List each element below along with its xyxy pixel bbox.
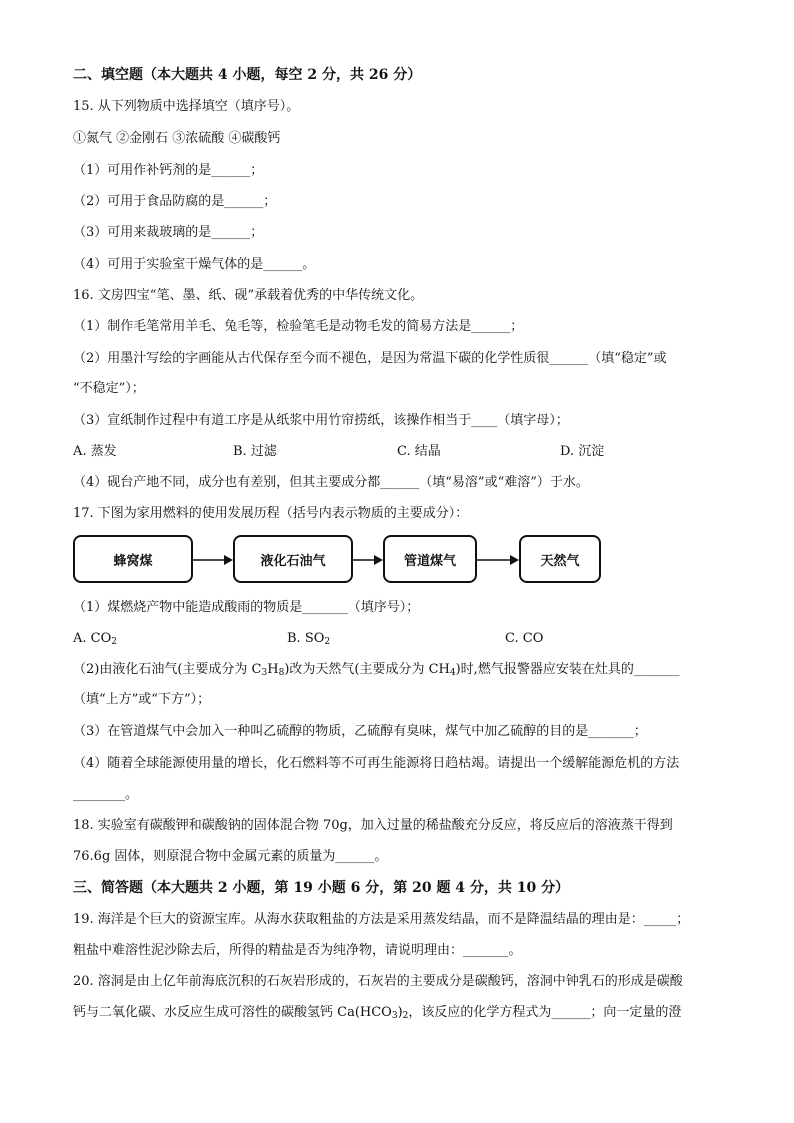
q16-part-3: （3）宣纸制作过程中有道工序是从纸浆中用竹帘捞纸，该操作相当于____（填字母）； <box>73 413 569 428</box>
q16-part-4: （4）砚台产地不同，成分也有差别，但其主要成分都______（填“易溶”或“难溶”）于水。 <box>73 475 589 490</box>
q16-stem: 16. 文房四宝“笔、墨、纸、砚”承载着优秀的中华传统文化。 <box>73 288 424 303</box>
flow-box-pipeline-gas <box>383 535 477 583</box>
q18-line-2: 76.6g 固体，则原混合物中金属元素的质量为______。 <box>73 849 388 864</box>
q16-choice-d: D. 沉淀 <box>560 444 605 459</box>
flow-box-natural-gas <box>519 535 601 583</box>
q15-part-3: （3）可用来裁玻璃的是______； <box>73 225 264 240</box>
q18-line-1: 18. 实验室有碳酸钾和碳酸钠的固体混合物 70g，加入过量的稀盐酸充分反应，将反应后的溶液蒸干得到 <box>73 818 673 833</box>
q15-part-1: （1）可用作补钙剂的是______； <box>73 163 264 178</box>
flow-box-lpg <box>233 535 353 583</box>
q17-choice-c: C. CO <box>505 631 544 646</box>
q16-choice-b: B. 过滤 <box>233 444 277 459</box>
q17-part-3: （3）在管道煤气中会加入一种叫乙硫醇的物质，乙硫醇有臭味，煤气中加乙硫醇的目的是_______； <box>73 724 647 739</box>
q17-part-4-line-2: ________。 <box>73 787 139 802</box>
q16-part-2-line-2: “不稳定”）； <box>73 381 145 396</box>
flow-label: 蜂窝煤 <box>113 553 153 569</box>
q16-part-1: （1）制作毛笔常用羊毛、兔毛等，检验笔毛是动物毛发的简易方法是______； <box>73 319 524 334</box>
flow-box-honeycomb-coal <box>73 535 193 583</box>
q20-line-1: 20. 溶洞是由上亿年前海底沉积的石灰岩形成的，石灰岩的主要成分是碳酸钙，溶洞中钟乳石的形成是碳酸 <box>73 974 683 989</box>
flow-label: 液化石油气 <box>260 553 326 569</box>
flow-label: 管道煤气 <box>403 553 456 569</box>
q17-choice-b: B. $SO_2$ <box>287 631 331 647</box>
flow-arrow-icon <box>193 540 233 580</box>
q16-part-2-line-1: （2）用墨汁写绘的字画能从古代保存至今而不褪色，是因为常温下碳的化学性质很______（填“稳定”或 <box>73 351 667 366</box>
q17-part-4-line-1: （4）随着全球能源使用量的增长，化石燃料等不可再生能源将日趋枯竭。请提出一个缓解能源危机的方法 <box>73 756 680 771</box>
flow-arrow-icon <box>477 540 519 580</box>
q15-options: ①氮气 ②金刚石 ③浓硫酸 ④碳酸钙 <box>73 131 281 146</box>
q16-choice-c: C. 结晶 <box>397 444 441 459</box>
q17-part-2-line-2: （填“上方”或“下方”）； <box>73 692 211 707</box>
q16-choice-a: A. 蒸发 <box>73 444 117 459</box>
flow-arrow-icon <box>353 540 383 580</box>
section-3-heading: 三、简答题（本大题共 2 小题，第 19 小题 6 分，第 20 题 4 分，共 10 分） <box>73 880 570 896</box>
q20-line-2: 钙与二氧化碳、水反应生成可溶性的碳酸氢钙 $Ca(HCO_3)_2$，该反应的化学方程式为______；向一定量的澄 <box>73 1005 682 1021</box>
q19-line-1: 19. 海洋是个巨大的资源宝库。从海水获取粗盐的方法是采用蒸发结晶，而不是降温结晶的理由是：_____； <box>73 912 690 927</box>
q17-part-1: （1）煤燃烧产物中能造成酸雨的物质是_______（填序号）； <box>73 600 420 615</box>
q15-part-4: （4）可用于实验室干燥气体的是______。 <box>73 257 316 272</box>
q17-choice-a: A. $CO_2$ <box>73 631 117 647</box>
q15-part-2: （2）可用于食品防腐的是______； <box>73 194 277 209</box>
q17-part-2-line-1: （2)由液化石油气(主要成分为 $C_3H_8$)改为天然气(主要成分为 $CH_4$)时,燃气报警器应安装在灶具的_______ <box>73 662 680 678</box>
section-2-heading: 二、填空题（本大题共 4 小题，每空 2 分，共 26 分） <box>73 67 422 83</box>
q19-line-2: 粗盐中难溶性泥沙除去后，所得的精盐是否为纯净物，请说明理由：_______。 <box>73 943 522 958</box>
flow-label: 天然气 <box>540 553 580 569</box>
q17-stem: 17. 下图为家用燃料的使用发展历程（括号内表示物质的主要成分）： <box>73 506 469 521</box>
q15-stem: 15. 从下列物质中选择填空（填序号）。 <box>73 99 300 114</box>
